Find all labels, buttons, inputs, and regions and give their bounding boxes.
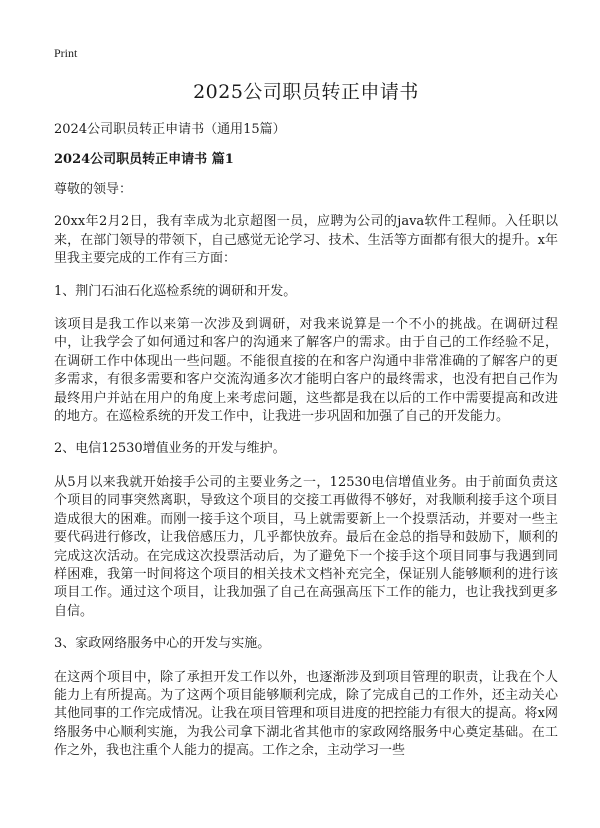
- document-body: [54, 181, 558, 775]
- paragraph-item-3: 在这两个项目中，除了承担开发工作以外，也逐渐涉及到项目管理的职责，让我在个人能力上有所提高。为了这两个项目能够顺利完成，除了完成自己的工作外，还主动关心其他同事的工作完成情况。让我在项目管理和项目进度的把控能力有很大的提高。将x网络服务中心顺利实施，为我公司拿下湖北省其他市的家政网络服务中心奠定基础。在工作之外，我也注重个人能力的提高。工作之余，主动学习一些: [54, 669, 558, 759]
- paragraph-item-2: 从5月以来我就开始接手公司的主要业务之一，12530电信增值业务。由于前面负责这个项目的同事突然离职，导致这个项目的交接工再做得不够好，对我顺利接手这个项目造成很大的困难。而刚一接手这个项目，马上就需要新上一个投票活动，并要对一些主要代码进行修改，让我倍感压力，几乎都快放弃。最后在金总的指导和鼓励下，顺利的完成这次活动。在完成这次投票活动后，为了避免下一个接手这个项目同事与我遇到同样困难，我第一时间将这个项目的相关技术文档补充完全，保证别人能够顺利的进行该项目工作。通过这个项目，让我加强了自己在高强高压下工作的能力，也让我找到更多自信。: [54, 474, 558, 619]
- item-heading-2: 2、电信12530增值业务的开发与维护。: [54, 441, 286, 457]
- document-subtitle: 2024公司职员转正申请书（通用15篇）: [54, 122, 286, 137]
- print-link[interactable]: Print: [54, 46, 78, 60]
- document-title: 2025公司职员转正申请书: [193, 81, 419, 103]
- salutation: 尊敬的领导：: [54, 182, 133, 197]
- paragraph-intro: 20xx年2月2日，我有幸成为北京超图一员，应聘为公司的java软件工程师。入任职以来，在部门领导的带领下，自己感觉无论学习、技术、生活等方面都有很大的提升。x年里我主要完成的工作有三方面：: [54, 214, 558, 267]
- section-heading: 2024公司职员转正申请书 篇1: [54, 152, 234, 167]
- paragraph-item-1: 该项目是我工作以来第一次涉及到调研，对我来说算是一个不小的挑战。在调研过程中，让我学会了如何通过和客户的沟通来了解客户的需求。由于自己的工作经验不足，在调研工作中体现出一些问题。不能很直接的在和客户沟通中非常准确的了解客户的更多需求，有很多需要和客户交流沟通多次才能明白客户的最终需求，也没有把自己作为最终用户并站在用户的角度上来考虑问题，这些都是我在以后的工作中需要提高和改进的地方。在巡检系统的开发工作中，让我进一步巩固和加强了自己的开发能力。: [54, 317, 558, 425]
- item-heading-3: 3、家政网络服务中心的开发与实施。: [54, 636, 271, 652]
- item-heading-1: 1、荆门石油石化巡检系统的调研和开发。: [54, 283, 297, 299]
